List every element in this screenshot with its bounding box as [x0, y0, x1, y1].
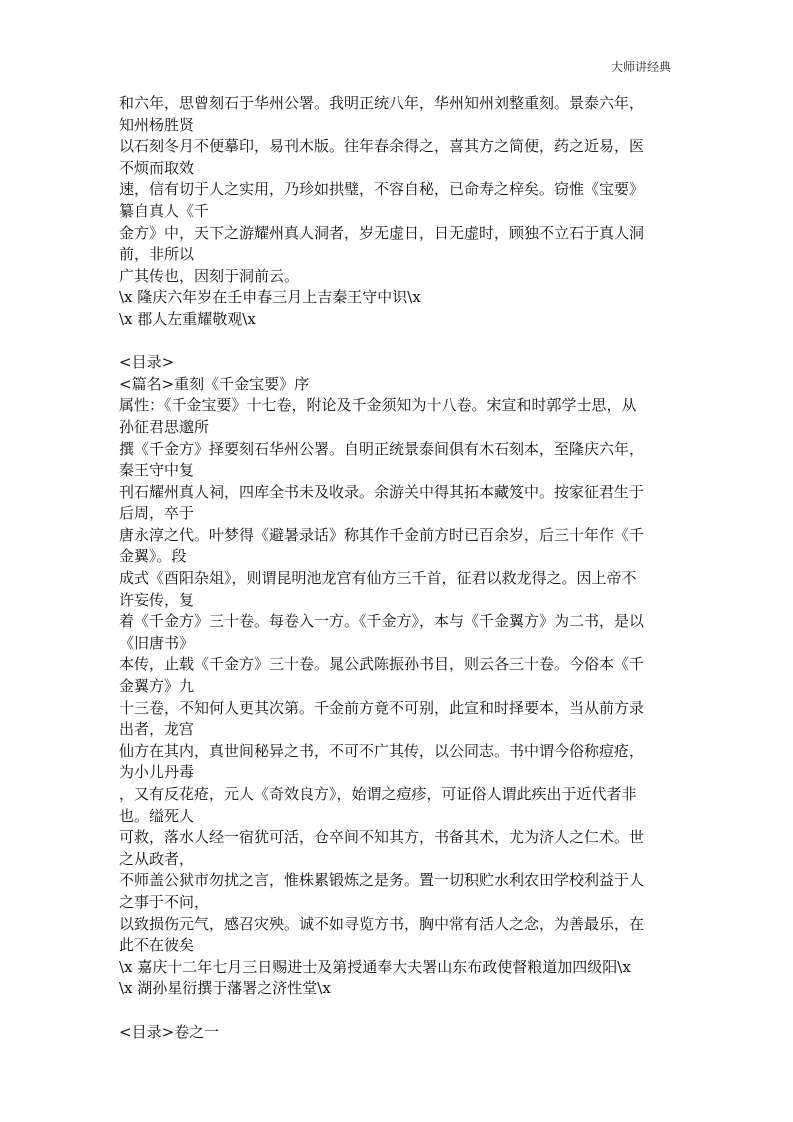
text-line: 速，信有切于人之实用，乃珍如拱璧，不容自秘，已命寿之梓矣。窃惟《宝要》 — [119, 180, 645, 199]
text-line: 着《千金方》三十卷。每卷入一方。《千金方》，本与《千金翼方》为二书，是以 — [119, 612, 645, 631]
text-line: 撰《千金方》择要刻石华州公署。自明正统景泰间俱有木石刻本，至隆庆六年， — [119, 439, 645, 458]
text-line: 金翼》。段 — [119, 547, 187, 566]
text-line: 和六年，思曾刻石于华州公署。我明正统八年，华州知州刘整重刻。景泰六年， — [119, 94, 645, 112]
text-line: 十三卷，不知何人更其次第。千金前方竟不可别，此宣和时择要本，当从前方录 — [119, 698, 645, 717]
text-line: 成式《酉阳杂俎》，则谓昆明池龙宫有仙方三千首，征君以救龙得之。因上帝不 — [119, 569, 637, 588]
text-line: 知州杨胜贤 — [119, 115, 195, 134]
toc-marker: <目录> — [119, 353, 175, 372]
signature-line: \x 郡人左重耀敬观\x — [119, 309, 256, 328]
text-line: 不烦而取效 — [119, 158, 195, 177]
text-line: 本传，止载《千金方》三十卷。晁公武陈振孙书目，则云各三十卷。今俗本《千 — [119, 655, 645, 674]
text-line: 孙征君思邈所 — [119, 417, 210, 436]
text-line: 许妄传，复 — [119, 590, 195, 609]
signature-line: \x 隆庆六年岁在壬申春三月上吉秦王守中识\x — [119, 288, 421, 307]
text-line: 秦王守中复 — [119, 461, 195, 480]
signature-line: \x 嘉庆十二年七月三日赐进士及第授通奉大夫署山东布政使督粮道加四级阳\x — [119, 957, 631, 976]
page-header-title: 大师讲经典 — [610, 60, 671, 74]
text-line: 以石刻冬月不便摹印，易刊木版。往年春余得之，喜其方之简便，药之近易，医 — [119, 137, 645, 156]
text-line: ，又有反花疮，元人《奇效良方》，始谓之痘疹，可证俗人谓此疾出于近代者非 — [119, 785, 637, 803]
text-line: 纂自真人《千 — [119, 201, 210, 220]
text-line: 之从政者， — [119, 849, 195, 868]
text-line: 不师盖公狱市勿扰之言，惟株累锻炼之是务。置一切积贮水利农田学校利益于人 — [119, 871, 645, 890]
text-line: 之事于不问， — [119, 892, 210, 911]
text-line: 前，非所以 — [119, 245, 195, 264]
blank-line — [119, 1000, 679, 1022]
text-line: 后周，卒于 — [119, 504, 195, 523]
text-line: 也。缢死人 — [119, 806, 195, 825]
text-line: 以致损伤元气，感召灾殃。诚不如寻览方书，胸中常有活人之念，为善最乐，在 — [119, 914, 645, 933]
text-line: 唐永淳之代。叶梦得《避暑录话》称其作千金前方时已百余岁，后三十年作《千 — [119, 525, 645, 544]
text-line: 此不在彼矣 — [119, 936, 195, 955]
section-title: <篇名>重刻《千金宝要》序 — [119, 374, 310, 393]
text-line: 可救，落水人经一宿犹可活，仓卒间不知其方，书备其术，尤为济人之仁术。世 — [119, 828, 645, 847]
text-line: 刊石耀州真人祠，四库全书未及收录。余游关中得其拓本藏笈中。按家征君生于 — [119, 482, 645, 501]
text-line: 仙方在其内，真世间秘异之书，不可不广其传，以公同志。书中谓今俗称痘疮， — [119, 741, 645, 760]
text-line: 出者，龙宫 — [119, 720, 195, 739]
signature-line: \x 湖孙星衍撰于藩署之济性堂\x — [119, 979, 331, 998]
text-line: 广其传也，因刻于洞前云。 — [119, 266, 300, 285]
text-line: 为小儿丹毒 — [119, 763, 195, 782]
text-line: 金方》中，天下之游耀州真人洞者，岁无虚日，日无虚时，顾独不立石于真人洞 — [119, 223, 645, 242]
text-line: 金翼方》九 — [119, 677, 195, 696]
blank-line — [119, 331, 679, 353]
document-body — [119, 93, 679, 1043]
text-line: 《旧唐书》 — [119, 633, 195, 652]
toc-marker-chapter: <目录>卷之一 — [119, 1022, 220, 1041]
text-line: 属性：《千金宝要》十七卷，附论及千金须知为十八卷。宋宣和时郭学士思，从 — [119, 396, 637, 415]
